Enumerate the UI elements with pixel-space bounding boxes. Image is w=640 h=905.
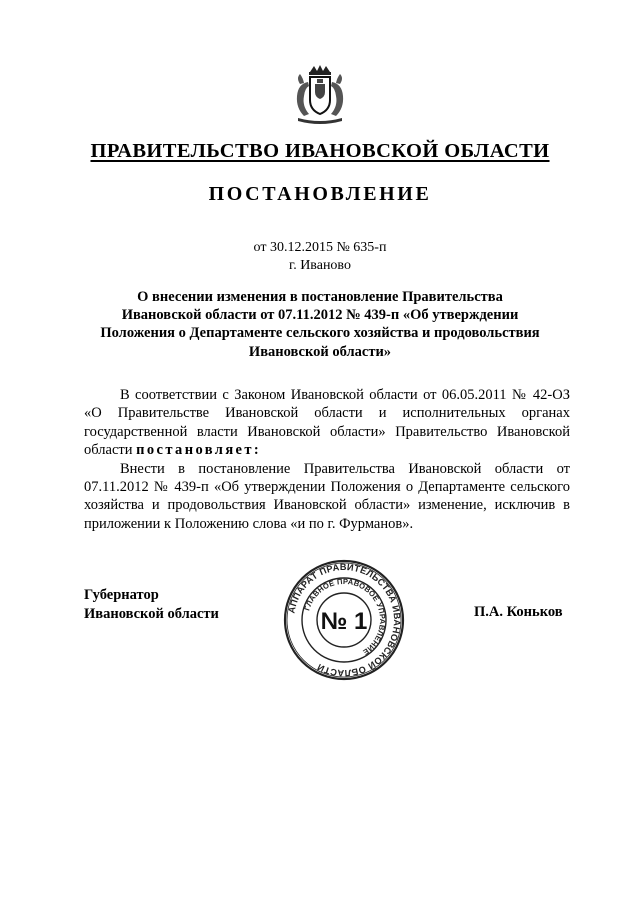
stamp-number: № 1: [320, 608, 368, 635]
date-number-line: от 30.12.2015 № 635-п: [253, 240, 387, 255]
stamp-ring-text: АППАРАТ ПРАВИТЕЛЬСТВА ИВАНОВСКОЙ ОБЛАСТИ: [286, 561, 403, 679]
subject-line: О внесении изменения в постановление Правительства: [137, 289, 503, 305]
document-body: [84, 386, 570, 533]
coat-of-arms-icon: [288, 62, 352, 126]
signatory-region: Ивановской области: [84, 605, 219, 622]
government-title: ПРАВИТЕЛЬСТВО ИВАНОВСКОЙ ОБЛАСТИ: [90, 140, 550, 162]
body-paragraph: [84, 386, 570, 460]
stamp-inner-text: ГЛАВНОЕ ПРАВОВОЕ УПРАВЛЕНИЕ: [302, 576, 388, 657]
document-subject: [80, 288, 560, 361]
city-line: г. Иваново: [289, 258, 351, 273]
subject-line: Ивановской области от 07.11.2012 № 439-п «Об утверждении: [121, 307, 519, 324]
document-type-heading: ПОСТАНОВЛЕНИЕ: [208, 183, 432, 205]
subject-line: Положения о Департаменте сельского хозяйства и продовольствия: [100, 325, 540, 342]
official-stamp: [282, 558, 406, 682]
resolution-keyword: постановляет:: [136, 442, 262, 459]
body-paragraph: Внести в постановление Правительства Ивановской области от 07.11.2012 № 439-п «Об утверждении Положения о Департаменте сельского хозяйства и продовольствия Ивановской области» изменение, исключив в приложении к Положению слова «и по г. Фурманов».: [84, 460, 570, 532]
signatory-title: Губернатор: [84, 587, 159, 603]
body-paragraph-text: В соответствии с Законом Ивановской области от 06.05.2011 № 42-ОЗ «О Правительстве Ивановской области и исполнительных органах государственной власти Ивановской области» Правительство Ивановской области: [84, 387, 570, 459]
signatory-position: [84, 586, 219, 623]
subject-line: Ивановской области»: [248, 343, 392, 360]
signatory-name: П.А. Коньков: [474, 604, 563, 620]
